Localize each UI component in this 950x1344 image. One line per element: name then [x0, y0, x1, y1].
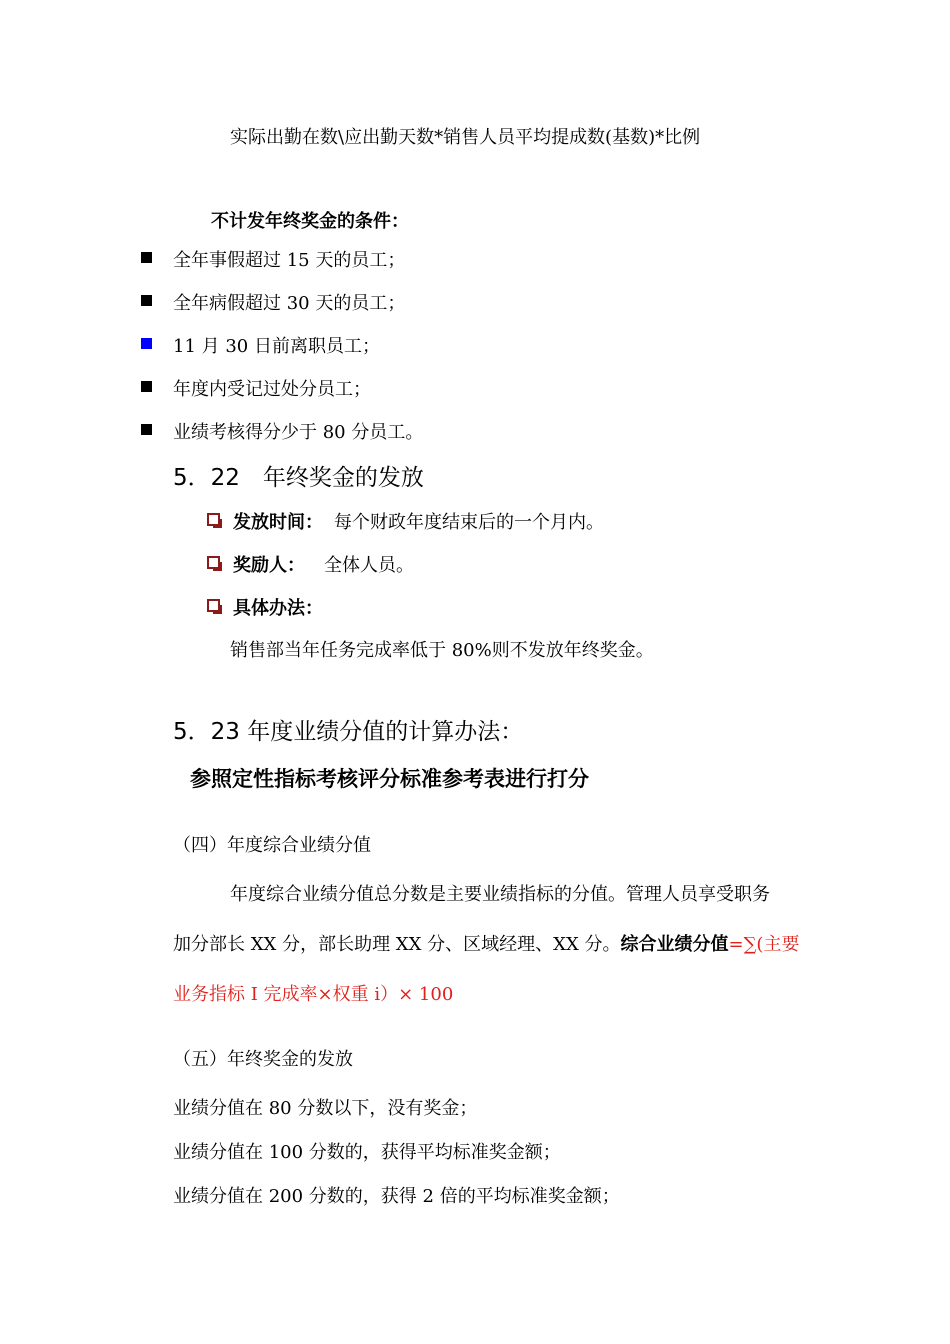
- formula-expression: =∑(主要: [728, 934, 800, 955]
- square-bullet-icon: [141, 424, 152, 435]
- section-heading-522: 5．22 年终奖金的发放: [173, 465, 424, 491]
- part4-paragraph-line3: 业务指标 I 完成率×权重 i）× 100: [173, 984, 454, 1005]
- section-heading-523: 5．23 年度业绩分值的计算办法：: [173, 719, 524, 745]
- checkbox-bullet-icon: [207, 556, 220, 569]
- part5-line: 业绩分值在 100 分数的，获得平均标准奖金额；: [173, 1142, 561, 1163]
- checkbox-bullet-icon: [207, 599, 220, 612]
- list-item-text: 全年事假超过 15 天的员工；: [173, 250, 406, 271]
- part4-paragraph-line2: [173, 930, 799, 956]
- square-bullet-icon: [141, 295, 152, 306]
- square-bullet-icon: [141, 381, 152, 392]
- square-bullet-icon: [141, 338, 152, 349]
- part5-line: 业绩分值在 200 分数的，获得 2 倍的平均标准奖金额；: [173, 1186, 620, 1207]
- part4-title: （四）年度综合业绩分值: [173, 835, 371, 856]
- item-value: 全体人员。: [324, 555, 414, 576]
- checkbox-bullet-icon: [207, 513, 220, 526]
- part4-paragraph-line1: 年度综合业绩分值总分数是主要业绩指标的分值。管理人员享受职务: [230, 884, 770, 905]
- part5-line: 业绩分值在 80 分数以下，没有奖金；: [173, 1098, 478, 1119]
- formula-line: 实际出勤在数\应出勤天数*销售人员平均提成数(基数)*比例: [230, 127, 701, 148]
- list-item-text: 全年病假超过 30 天的员工；: [173, 293, 406, 314]
- square-bullet-icon: [141, 252, 152, 263]
- formula-label: 综合业绩分值: [620, 934, 729, 955]
- item-label: 具体办法：: [233, 598, 323, 619]
- item-label: 发放时间：: [233, 512, 323, 533]
- item-value: 每个财政年度结束后的一个月内。: [334, 512, 604, 533]
- part5-title: （五）年终奖金的发放: [173, 1049, 353, 1070]
- section-522-note: 销售部当年任务完成率低于 80%则不发放年终奖金。: [230, 640, 654, 661]
- list-item-text: 业绩考核得分少于 80 分员工。: [173, 422, 424, 443]
- conditions-title: 不计发年终奖金的条件：: [211, 211, 409, 232]
- paragraph-text: 加分部长 XX 分，部长助理 XX 分、区域经理、XX 分。: [173, 934, 621, 955]
- item-label: 奖励人：: [233, 555, 305, 576]
- list-item-text: 年度内受记过处分员工；: [173, 379, 371, 400]
- section-523-subheading: 参照定性指标考核评分标准参考表进行打分: [190, 767, 589, 791]
- list-item-text: 11 月 30 日前离职员工；: [173, 336, 380, 357]
